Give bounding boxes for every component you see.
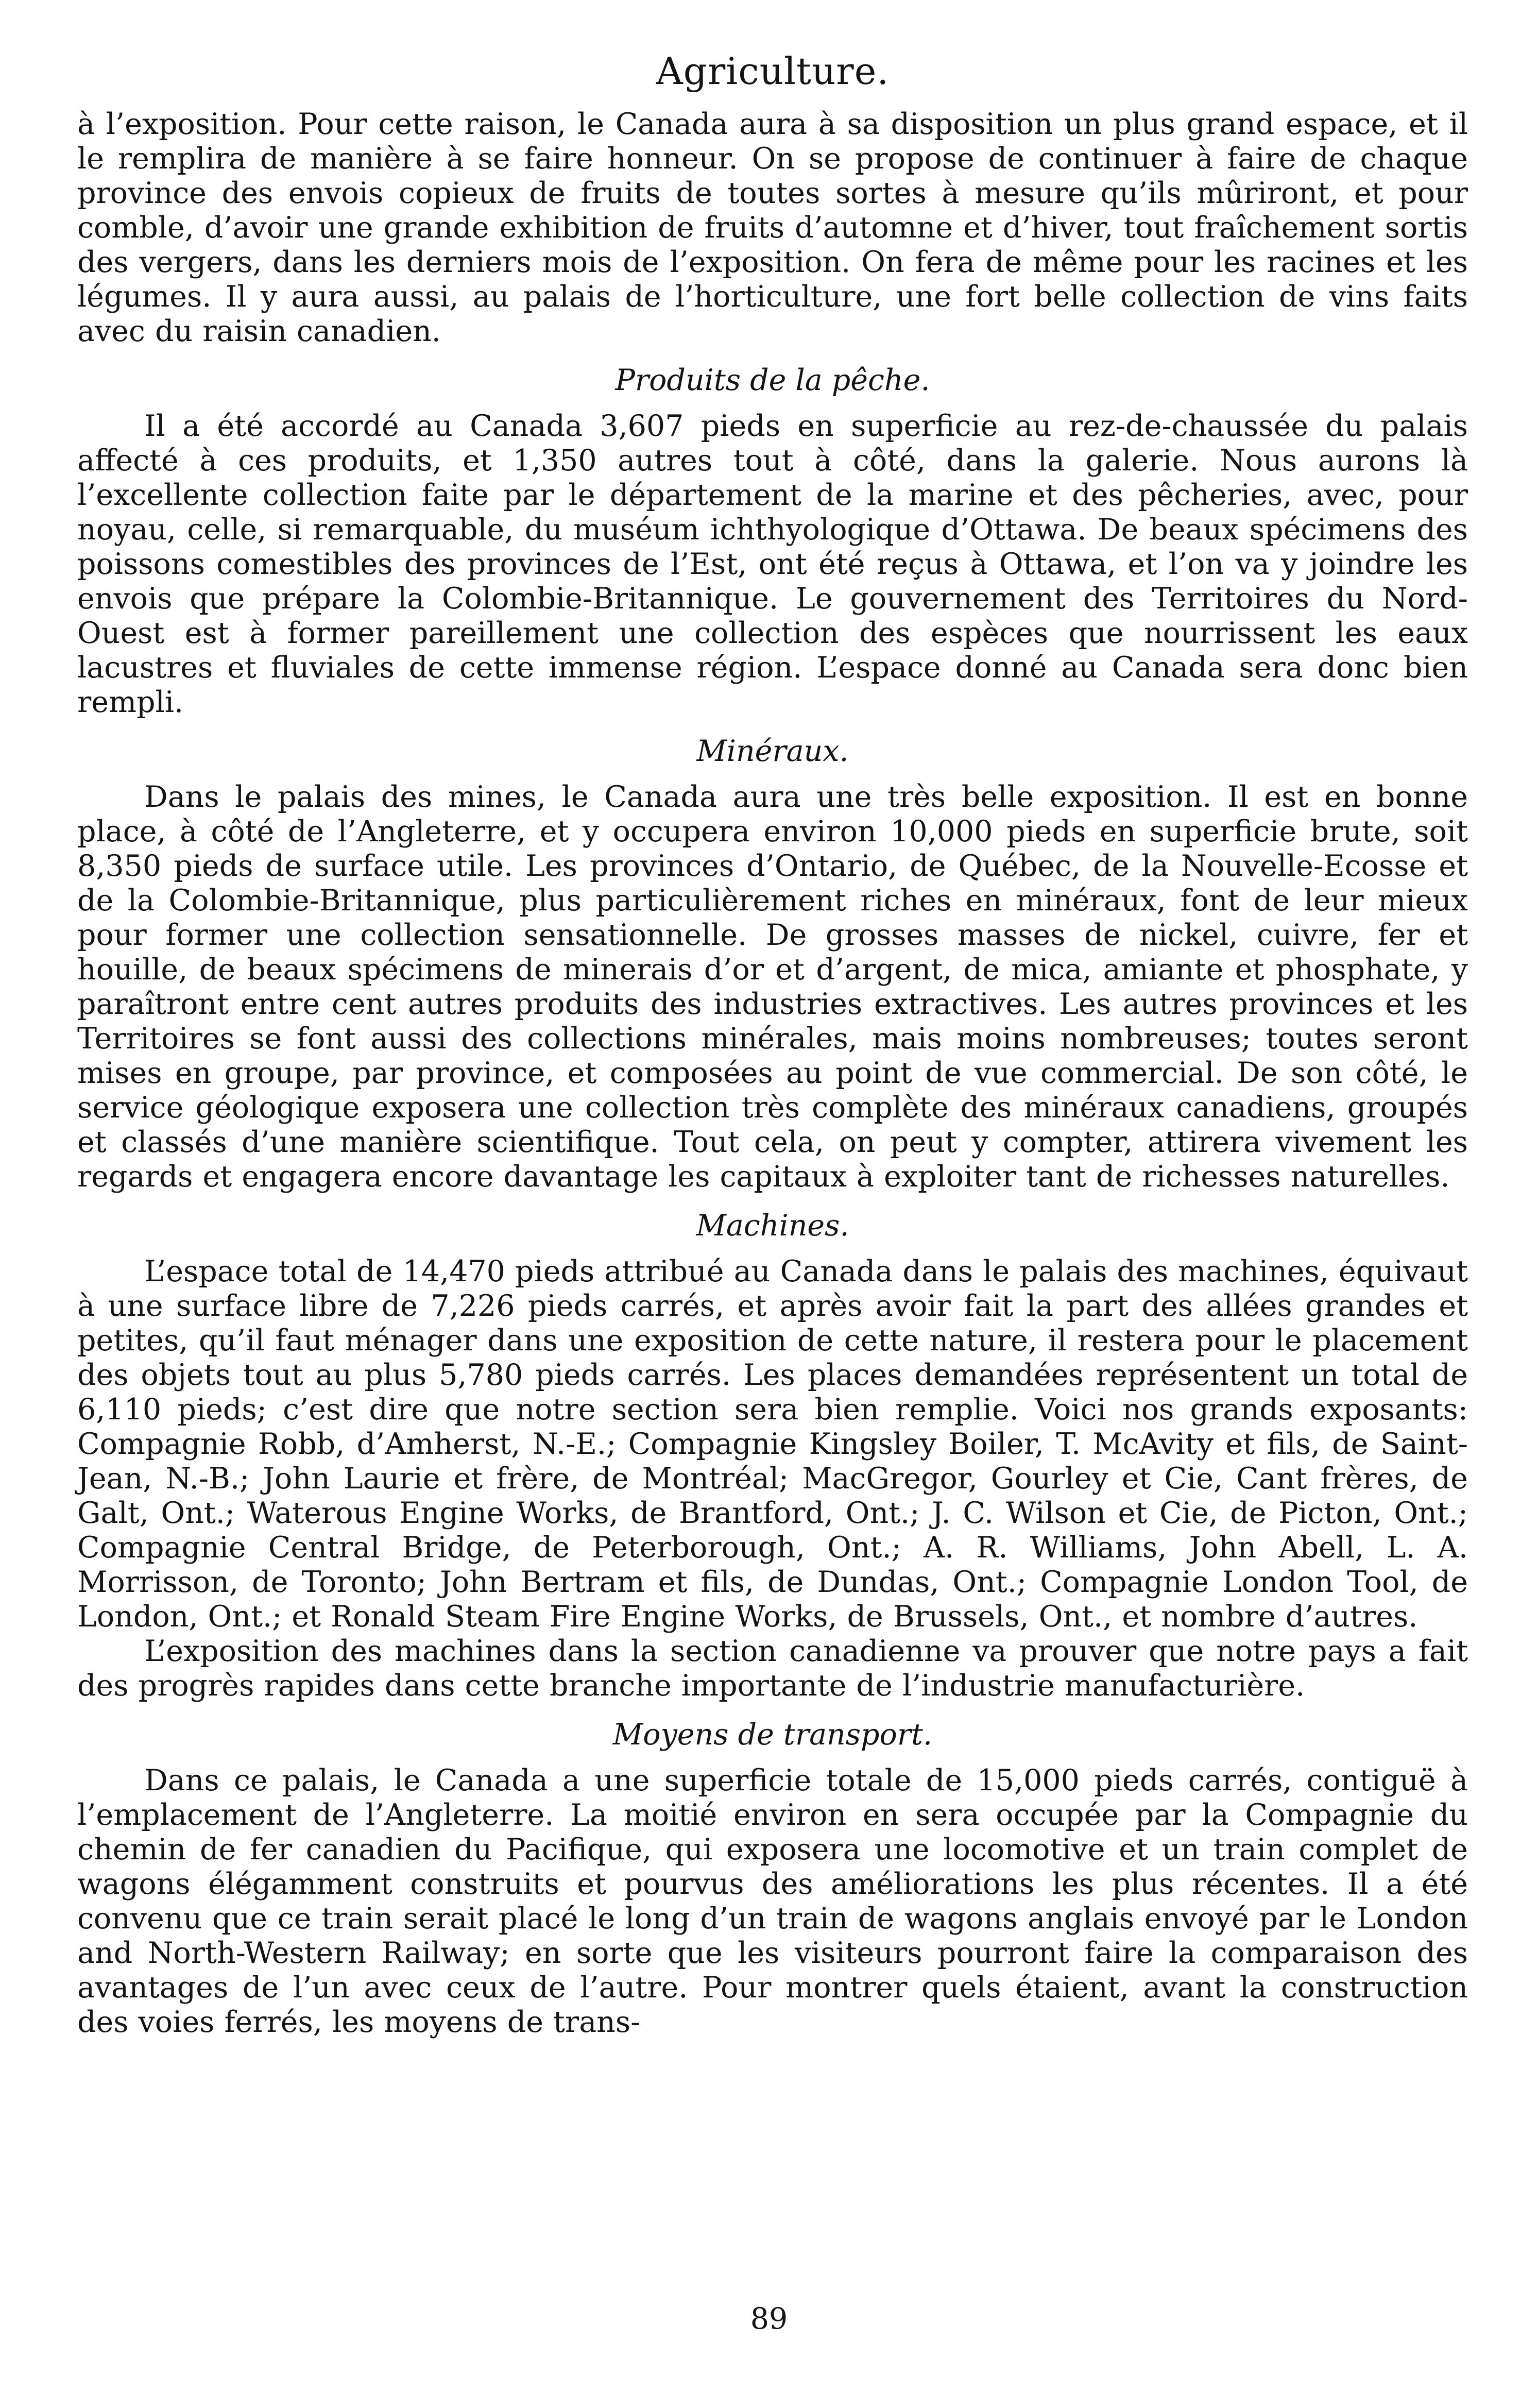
running-head: Agriculture.: [656, 49, 890, 93]
mineraux-paragraph: Dans le palais des mines, le Canada aura une très belle exposition. Il est en bonne place, à côté de l’Angleterre, et y occupera environ 10,000 pieds en superficie brute, soit 8,350 pieds de surface utile. Les provinces d’Ontario, de Québec, de la Nouvelle-Ecosse et de la Colombie-Britannique, plus particulièrement riches en minéraux, font de leur mieux pour former une collection sensationnelle. De grosses masses de nickel, cuivre, fer et houille, de beaux spécimens de minerais d’or et d’argent, de mica, amiante et phosphate, y paraîtront entre cent autres produits des industries extractives. Les autres provinces et les Territoires se font aussi des collections minérales, mais moins nombreuses; toutes seront mises en groupe, par province, et composées au point de vue commercial. De son côté, le service géologique exposera une collection très complète des minéraux canadiens, groupés et classés d’une manière scientifique. Tout cela, on peut y compter, attirera vivement les regards et engagera encore davantage les capitaux à exploiter tant de richesses naturelles.: [77, 780, 1468, 1194]
peche-paragraph: Il a été accordé au Canada 3,607 pieds en superficie au rez-de-chaussée du palais affecté à ces produits, et 1,350 autres tout à côté, dans la galerie. Nous aurons là l’excellente collection faite par le département de la marine et des pêcheries, avec, pour noyau, celle, si remarquable, du muséum ichthyologique d’Ottawa. De beaux spécimens des poissons comestibles des provinces de l’Est, ont été reçus à Ottawa, et l’on va y joindre les envois que prépare la Colombie-Britannique. Le gouvernement des Territoires du Nord-Ouest est à former pareillement une collection des espèces que nourrissent les eaux lacustres et fluviales de cette immense région. L’espace donné au Canada sera donc bien rempli.: [77, 409, 1468, 719]
heading-produits-de-la-peche: Produits de la pêche.: [615, 363, 930, 397]
machines-paragraph-2: L’exposition des machines dans la section canadienne va prouver que notre pays a fait des progrès rapides dans cette branche importante de l’industrie manufacturière.: [77, 1634, 1468, 1703]
intro-paragraph: à l’exposition. Pour cette raison, le Canada aura à sa disposition un plus grand espace, et il le remplira de manière à se faire honneur. On se propose de continuer à faire de chaque province des envois copieux de fruits de toutes sortes à mesure qu’ils mûriront, et pour comble, d’avoir une grande exhibition de fruits d’automne et d’hiver, tout fraîchement sortis des vergers, dans les derniers mois de l’exposition. On fera de même pour les racines et les légumes. Il y aura aussi, au palais de l’horticulture, une fort belle collection de vins faits avec du raisin canadien.: [77, 107, 1468, 348]
heading-machines: Machines.: [696, 1209, 849, 1243]
document-page: [77, 46, 1468, 2040]
heading-moyens-de-transport: Moyens de transport.: [612, 1718, 933, 1752]
page-number: 89: [750, 2302, 788, 2336]
heading-mineraux: Minéraux.: [696, 734, 849, 768]
transport-paragraph: Dans ce palais, le Canada a une superficie totale de 15,000 pieds carrés, contiguë à l’emplacement de l’Angleterre. La moitié environ en sera occupée par la Compagnie du chemin de fer canadien du Pacifique, qui exposera une locomotive et un train complet de wagons élégamment construits et pourvus des améliorations les plus récentes. Il a été convenu que ce train serait placé le long d’un train de wagons anglais envoyé par le London and North-Western Railway; en sorte que les visiteurs pourront faire la comparaison des avantages de l’un avec ceux de l’autre. Pour montrer quels étaient, avant la construction des voies ferrés, les moyens de trans-: [77, 1763, 1468, 2039]
machines-paragraph-1: L’espace total de 14,470 pieds attribué au Canada dans le palais des machines, équivaut à une surface libre de 7,226 pieds carrés, et après avoir fait la part des allées grandes et petites, qu’il faut ménager dans une exposition de cette nature, il restera pour le placement des objets tout au plus 5,780 pieds carrés. Les places demandées représentent un total de 6,110 pieds; c’est dire que notre section sera bien remplie. Voici nos grands exposants: Compagnie Robb, d’Amherst, N.-E.; Compagnie Kingsley Boiler, T. McAvity et fils, de Saint-Jean, N.-B.; John Laurie et frère, de Montréal; MacGregor, Gourley et Cie, Cant frères, de Galt, Ont.; Waterous Engine Works, de Brantford, Ont.; J. C. Wilson et Cie, de Picton, Ont.; Compagnie Central Bridge, de Peterborough, Ont.; A. R. Williams, John Abell, L. A. Morrisson, de Toronto; John Bertram et fils, de Dundas, Ont.; Compagnie London Tool, de London, Ont.; et Ronald Steam Fire Engine Works, de Brussels, Ont., et nombre d’autres.: [77, 1254, 1468, 1634]
